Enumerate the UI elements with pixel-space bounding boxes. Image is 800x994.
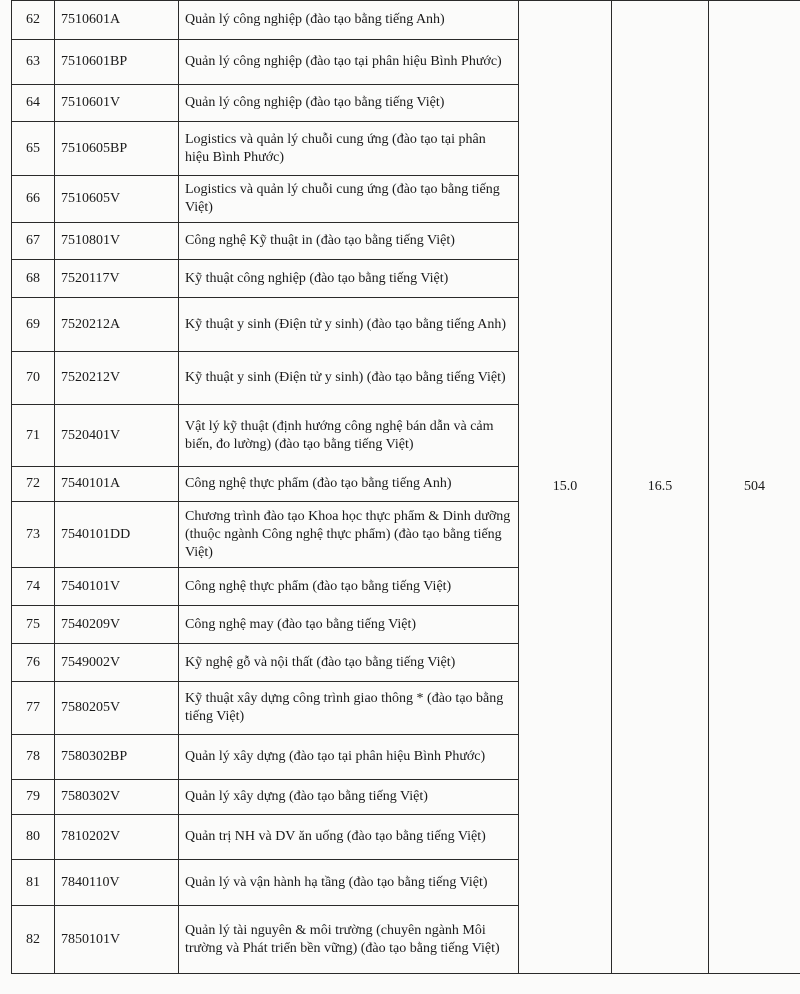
program-name-cell: Quản lý công nghiệp (đào tạo bằng tiếng Việt) <box>179 85 519 122</box>
row-number-cell: 69 <box>12 298 55 352</box>
program-code-cell: 7810202V <box>55 815 179 860</box>
table-row <box>12 1 800 40</box>
row-number-cell: 66 <box>12 176 55 223</box>
program-name-cell: Kỹ thuật công nghiệp (đào tạo bằng tiếng Việt) <box>179 260 519 298</box>
program-name-cell: Quản lý xây dựng (đào tạo bằng tiếng Việt) <box>179 780 519 815</box>
row-number-cell: 63 <box>12 40 55 85</box>
program-code-cell: 7520212A <box>55 298 179 352</box>
row-number-cell: 75 <box>12 606 55 644</box>
program-name-cell: Logistics và quản lý chuỗi cung ứng (đào tạo bằng tiếng Việt) <box>179 176 519 223</box>
program-name-cell: Logistics và quản lý chuỗi cung ứng (đào tạo tại phân hiệu Bình Phước) <box>179 122 519 176</box>
program-name-cell: Công nghệ thực phẩm (đào tạo bằng tiếng Anh) <box>179 467 519 502</box>
row-number-cell: 67 <box>12 223 55 260</box>
row-number-cell: 70 <box>12 352 55 405</box>
program-code-cell: 7850101V <box>55 906 179 974</box>
admissions-score-table <box>11 0 800 974</box>
program-name-cell: Chương trình đào tạo Khoa học thực phẩm & Dinh dưỡng (thuộc ngành Công nghệ thực phẩm) (đào tạo bằng tiếng Việt) <box>179 502 519 568</box>
program-name-cell: Công nghệ may (đào tạo bằng tiếng Việt) <box>179 606 519 644</box>
program-name-cell: Công nghệ thực phẩm (đào tạo bằng tiếng Việt) <box>179 568 519 606</box>
program-code-cell: 7549002V <box>55 644 179 682</box>
program-code-cell: 7540101A <box>55 467 179 502</box>
program-code-cell: 7520401V <box>55 405 179 467</box>
program-code-cell: 7520212V <box>55 352 179 405</box>
program-code-cell: 7510605V <box>55 176 179 223</box>
program-code-cell: 7540101V <box>55 568 179 606</box>
row-number-cell: 77 <box>12 682 55 735</box>
program-name-cell: Kỹ nghệ gỗ và nội thất (đào tạo bằng tiếng Việt) <box>179 644 519 682</box>
merged-score-2-cell: 16.5 <box>612 1 709 974</box>
program-code-cell: 7510601BP <box>55 40 179 85</box>
program-code-cell: 7510801V <box>55 223 179 260</box>
program-code-cell: 7510605BP <box>55 122 179 176</box>
program-name-cell: Công nghệ Kỹ thuật in (đào tạo bằng tiếng Việt) <box>179 223 519 260</box>
row-number-cell: 73 <box>12 502 55 568</box>
row-number-cell: 78 <box>12 735 55 780</box>
program-name-cell: Quản lý xây dựng (đào tạo tại phân hiệu Bình Phước) <box>179 735 519 780</box>
merged-quota-cell: 504 <box>709 1 800 974</box>
row-number-cell: 79 <box>12 780 55 815</box>
program-name-cell: Kỹ thuật y sinh (Điện tử y sinh) (đào tạo bằng tiếng Việt) <box>179 352 519 405</box>
row-number-cell: 72 <box>12 467 55 502</box>
row-number-cell: 62 <box>12 1 55 40</box>
program-name-cell: Kỹ thuật xây dựng công trình giao thông * (đào tạo bằng tiếng Việt) <box>179 682 519 735</box>
row-number-cell: 80 <box>12 815 55 860</box>
program-code-cell: 7540101DD <box>55 502 179 568</box>
row-number-cell: 64 <box>12 85 55 122</box>
program-name-cell: Quản lý và vận hành hạ tầng (đào tạo bằng tiếng Việt) <box>179 860 519 906</box>
program-name-cell: Quản trị NH và DV ăn uống (đào tạo bằng tiếng Việt) <box>179 815 519 860</box>
row-number-cell: 68 <box>12 260 55 298</box>
row-number-cell: 71 <box>12 405 55 467</box>
program-code-cell: 7510601A <box>55 1 179 40</box>
program-code-cell: 7840110V <box>55 860 179 906</box>
program-name-cell: Vật lý kỹ thuật (định hướng công nghệ bán dẫn và cảm biến, đo lường) (đào tạo bằng tiếng Việt) <box>179 405 519 467</box>
merged-score-1-cell: 15.0 <box>519 1 612 974</box>
program-code-cell: 7510601V <box>55 85 179 122</box>
program-name-cell: Quản lý tài nguyên & môi trường (chuyên ngành Môi trường và Phát triển bền vững) (đào tạo bằng tiếng Việt) <box>179 906 519 974</box>
row-number-cell: 76 <box>12 644 55 682</box>
row-number-cell: 82 <box>12 906 55 974</box>
row-number-cell: 74 <box>12 568 55 606</box>
program-code-cell: 7580205V <box>55 682 179 735</box>
row-number-cell: 65 <box>12 122 55 176</box>
program-code-cell: 7520117V <box>55 260 179 298</box>
program-code-cell: 7580302V <box>55 780 179 815</box>
row-number-cell: 81 <box>12 860 55 906</box>
program-code-cell: 7540209V <box>55 606 179 644</box>
program-name-cell: Kỹ thuật y sinh (Điện tử y sinh) (đào tạo bằng tiếng Anh) <box>179 298 519 352</box>
table-body <box>12 1 800 974</box>
program-name-cell: Quản lý công nghiệp (đào tạo tại phân hiệu Bình Phước) <box>179 40 519 85</box>
program-code-cell: 7580302BP <box>55 735 179 780</box>
program-name-cell: Quản lý công nghiệp (đào tạo bằng tiếng Anh) <box>179 1 519 40</box>
